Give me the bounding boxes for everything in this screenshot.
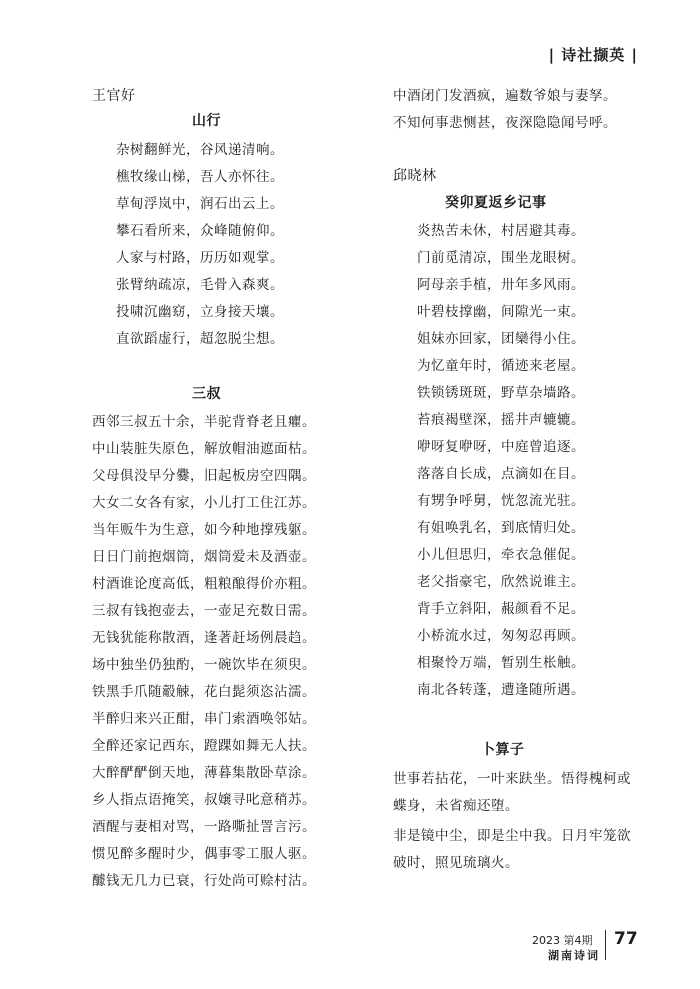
author-name: 邱晓林 — [393, 168, 437, 184]
poem-line: 非是镜中尘，即是尘中我。日月牢笼欲 — [393, 828, 631, 844]
poem-line: 酒醒与妻相对骂，一路嘶扯詈言污。 — [92, 819, 316, 835]
footer-divider — [605, 930, 606, 960]
poem-line: 蝶身，未省痴还堕。 — [393, 798, 519, 814]
poem-line: 为忆童年时，循迹来老屋。 — [417, 358, 585, 374]
poem-line: 苔痕褐壁深，摇井声辘辘。 — [417, 412, 585, 428]
poem-line: 门前觅清凉，围坐龙眼树。 — [417, 250, 585, 266]
poem-line: 阿母亲手植，卅年多风雨。 — [417, 277, 585, 293]
section-header: | 诗社撷英 | — [548, 46, 638, 64]
poem-line: 中酒闭门发酒疯，遍数爷娘与妻孥。 — [393, 88, 617, 104]
poem-line: 有甥争呼舅，恍忽流光驻。 — [417, 493, 585, 509]
poem-line: 当年贩牛为生意，如今种地撑残躯。 — [92, 522, 316, 538]
poem-line: 直欲蹈虚行，超忽脱尘想。 — [116, 331, 284, 347]
poem-title: 山行 — [192, 113, 221, 129]
magazine-logo: 湖南诗词 — [548, 949, 600, 962]
poem-title: 卜算子 — [481, 742, 525, 758]
poem-title: 癸卯夏返乡记事 — [445, 195, 547, 211]
poem-line: 背手立斜阳，赧颜看不足。 — [417, 601, 585, 617]
poem-line: 西邻三叔五十余，半驼背脊老且癯。 — [92, 414, 316, 430]
poem-line: 惯见醉多醒时少，偶事零工服人驱。 — [92, 846, 316, 862]
poem-line: 炎热苦未休，村居避其毒。 — [417, 223, 585, 239]
poem-line: 有姐唤乳名，到底情归处。 — [417, 520, 585, 536]
poem-line: 全醉还家记西东，蹬踝如舞无人扶。 — [92, 738, 316, 754]
poem-line: 村酒谁论度高低，粗粮酿得价亦粗。 — [92, 576, 316, 592]
poem-line: 草甸浮岚中，润石出云上。 — [116, 196, 284, 212]
poem-line: 樵牧缘山梯，吾人亦怀往。 — [116, 169, 284, 185]
poem-line: 世事若拈花，一叶来趺坐。悟得槐柯或 — [393, 771, 631, 787]
issue-label: 2023 第4期 — [532, 934, 593, 947]
poem-line: 半醉归来兴正酣，串门索酒唤邻姑。 — [92, 711, 316, 727]
poem-title: 三叔 — [192, 386, 221, 402]
poem-line: 投啸沉幽窈，立身接天壤。 — [116, 304, 284, 320]
poem-line: 姐妹亦回家，团欒得小住。 — [417, 331, 585, 347]
page-number: 77 — [614, 929, 638, 949]
poem-line: 小儿但思归，牵衣急催促。 — [417, 547, 585, 563]
poem-line: 咿呀复咿呀，中庭曾追逐。 — [417, 439, 585, 455]
poem-line: 落落自长成，点滴如在目。 — [417, 466, 585, 482]
poem-line: 中山装脏失原色，解放帽油遮面枯。 — [92, 441, 316, 457]
poem-line: 不知何事悲恻甚，夜深隐隐闻号呼。 — [393, 115, 617, 131]
poem-line: 醵钱无几力已衰，行处尚可赊村沽。 — [92, 873, 316, 889]
poem-line: 父母俱没早分爨，旧起板房空四隅。 — [92, 468, 316, 484]
poem-line: 攀石看所来，众峰随俯仰。 — [116, 223, 284, 239]
poem-line: 杂树翻鲜光，谷风递清响。 — [116, 142, 284, 158]
poem-line: 日日门前抱烟筒，烟筒爱未及酒壶。 — [92, 549, 316, 565]
poem-line: 大醉酽酽倒天地，薄暮集散卧草涂。 — [92, 765, 316, 781]
poem-line: 破时，照见琉璃火。 — [393, 855, 519, 871]
poem-line: 南北各转蓬，遭逢随所遇。 — [417, 682, 585, 698]
poem-line: 场中独坐仍独酌，一碗饮毕在须臾。 — [92, 657, 316, 673]
poem-line: 大女二女各有家，小儿打工住江苏。 — [92, 495, 316, 511]
poem-line: 老父指豪宅，欣然说谁主。 — [417, 574, 585, 590]
poem-line: 小桥流水过，匆匆忍再顾。 — [417, 628, 585, 644]
poem-line: 人家与村路，历历如观掌。 — [116, 250, 284, 266]
poem-line: 叶碧枝撑幽，间隙光一束。 — [417, 304, 585, 320]
poem-line: 铁锁锈斑斑，野草杂墙路。 — [417, 385, 585, 401]
poem-line: 张臂纳疏凉，毛骨入森爽。 — [116, 277, 284, 293]
poem-line: 相聚怜万端，暂别生枨触。 — [417, 655, 585, 671]
author-name: 王官好 — [92, 88, 136, 104]
poem-line: 乡人指点语掩笑，叔嬢寻叱意稍苏。 — [92, 792, 316, 808]
poem-line: 铁黑手爪随觳觫，花白髭须恣沾濡。 — [92, 684, 316, 700]
poem-line: 三叔有钱抱壶去，一壶足充数日需。 — [92, 603, 316, 619]
poem-line: 无钱犹能称散酒，逢著赶场例晨趋。 — [92, 630, 316, 646]
